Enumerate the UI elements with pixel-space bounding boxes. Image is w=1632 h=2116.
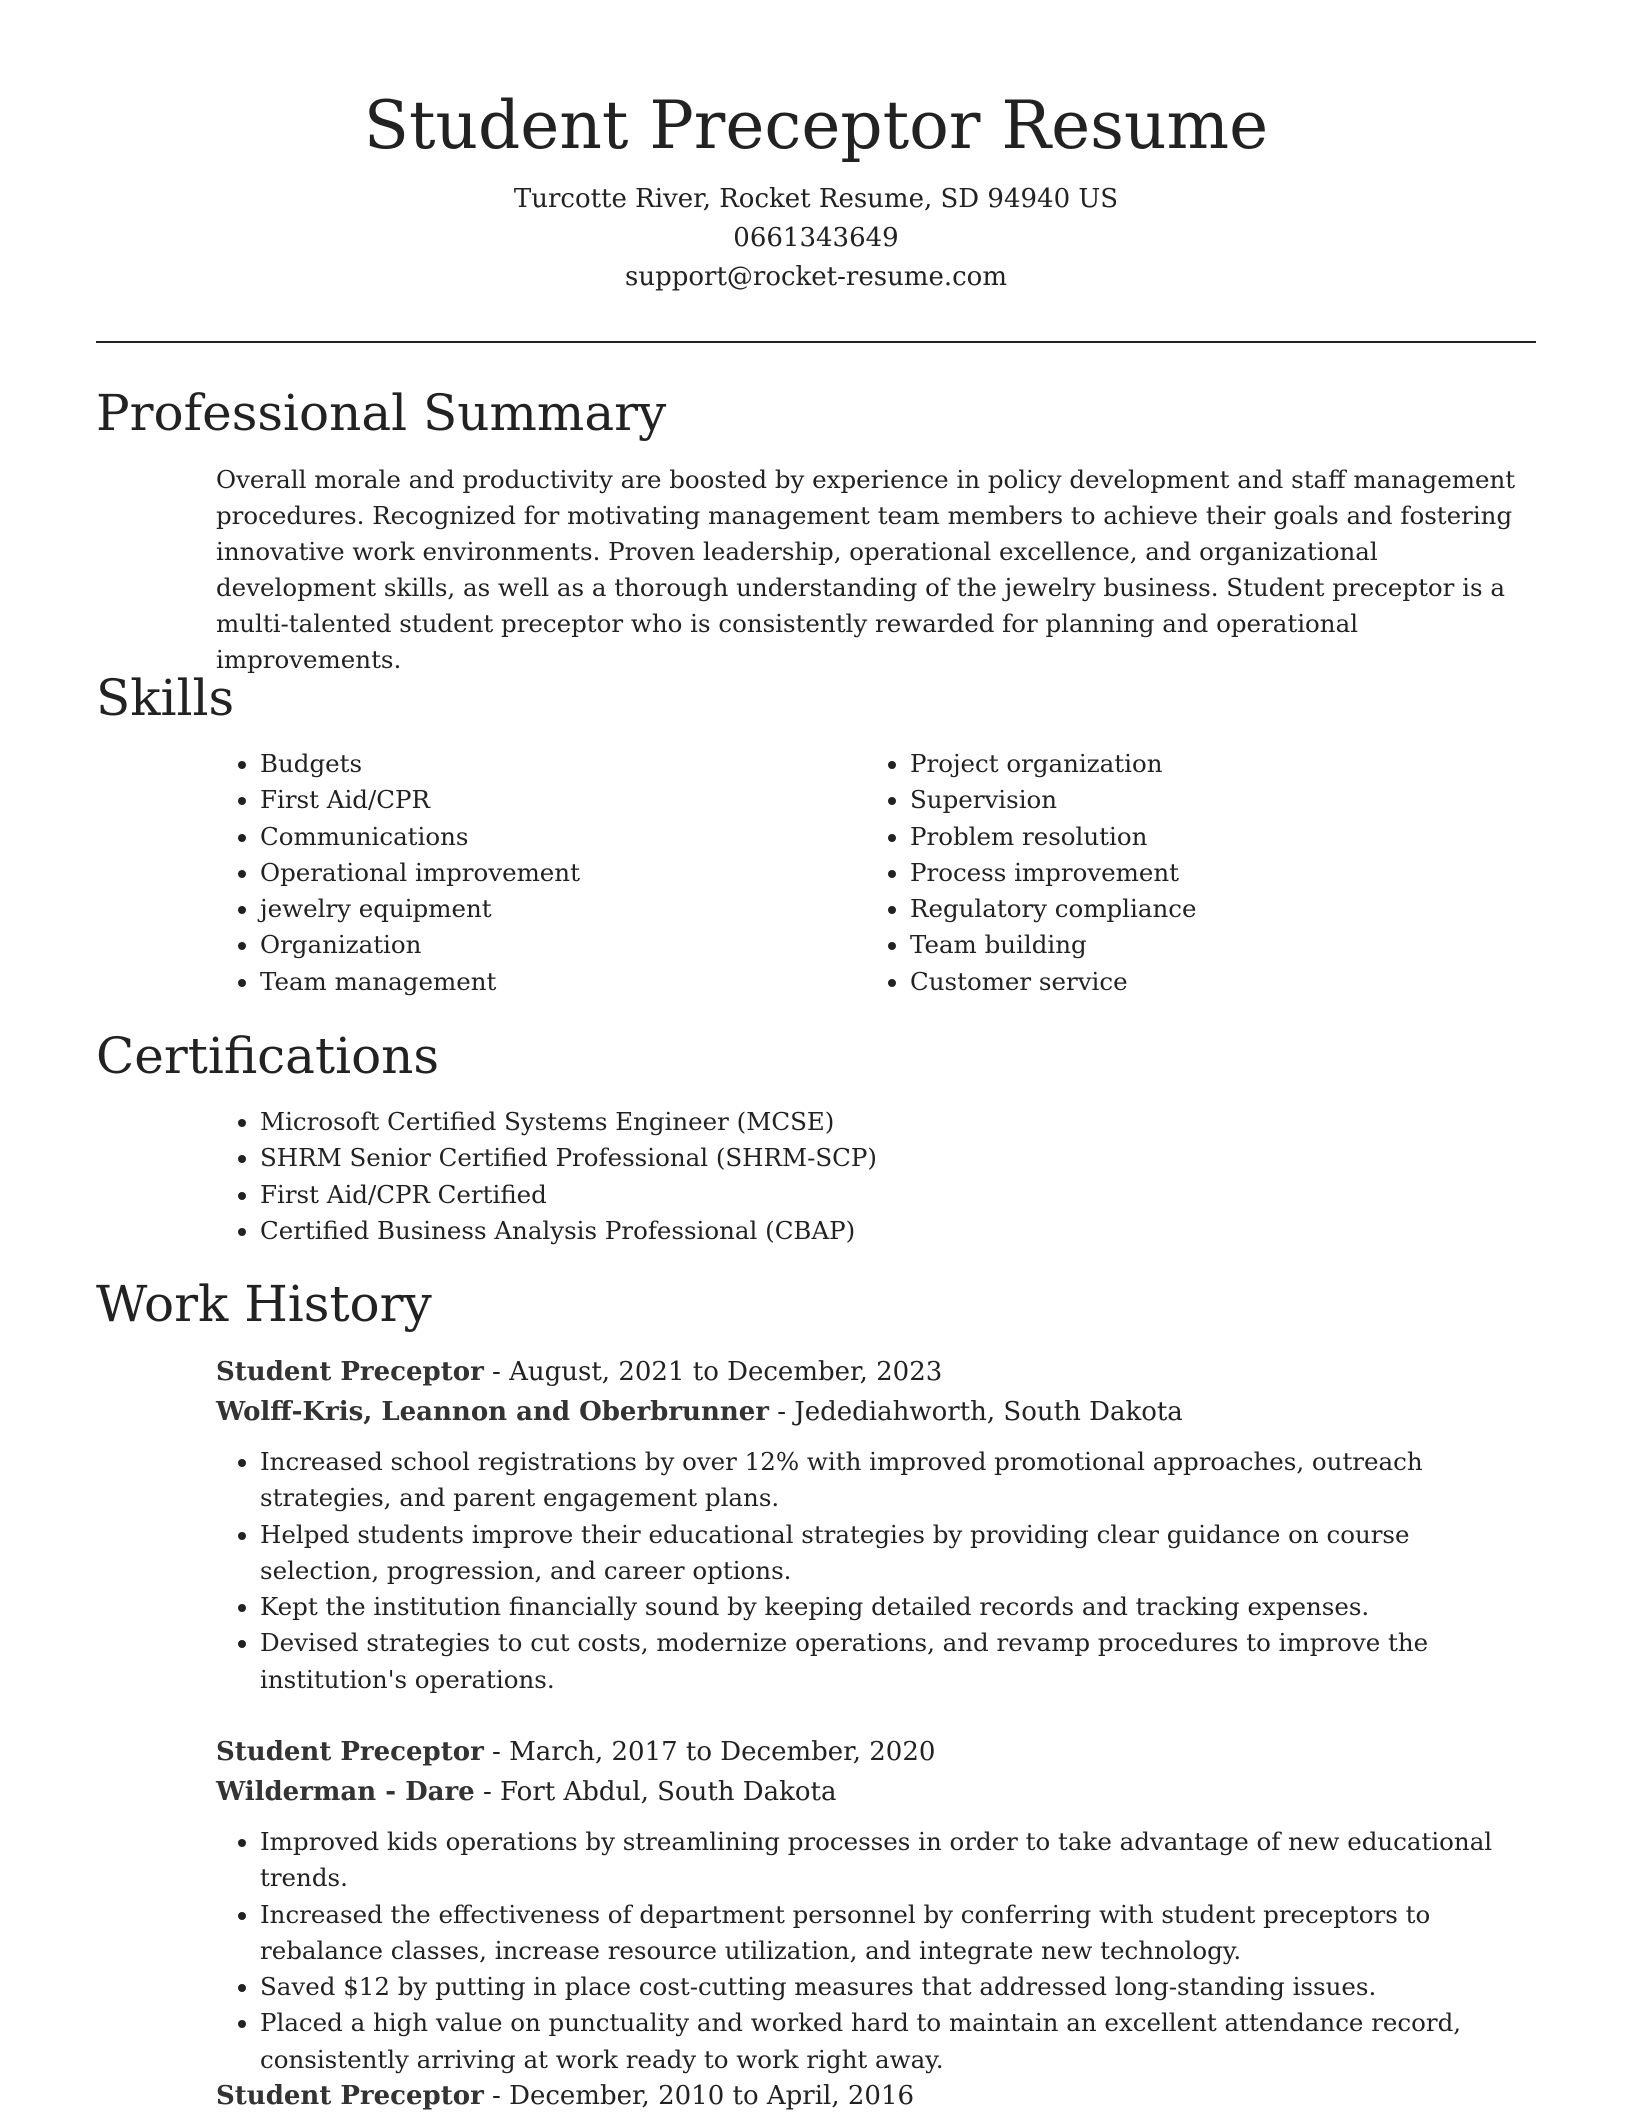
job-bullet: • Kept the institution financially sound by keeping detailed records and tracking expenses.: [260, 1589, 1536, 1625]
skill-item: • Organization: [260, 927, 866, 963]
certifications-list: [216, 1104, 1536, 1249]
job-dates: March, 2017 to December, 2020: [509, 1737, 936, 1767]
job-title: Student Preceptor: [216, 1357, 484, 1387]
job-bullet: • Increased the effectiveness of department personnel by conferring with student preceptors to rebalance classes, increase resource utilization, and integrate new technology.: [260, 1897, 1536, 1970]
skills-heading: Skills: [96, 669, 235, 727]
job-company: Wilderman - Dare: [216, 1777, 475, 1807]
contact-block: [0, 180, 1632, 297]
certifications-heading: Certifications: [96, 1027, 440, 1085]
certification-item: • Microsoft Certified Systems Engineer (MCSE): [260, 1104, 1536, 1140]
skill-item: • Project organization: [910, 746, 1516, 782]
certification-item: • First Aid/CPR Certified: [260, 1177, 1536, 1213]
job-bullets: [216, 1824, 1536, 2078]
job-location: Jedediahworth, South Dakota: [794, 1397, 1183, 1427]
skill-item: • Budgets: [260, 746, 866, 782]
contact-phone: 0661343649: [733, 223, 899, 253]
certification-item: • SHRM Senior Certified Professional (SHRM-SCP): [260, 1140, 1536, 1176]
skill-item: • Operational improvement: [260, 855, 866, 891]
skills-list: [216, 746, 1536, 1000]
skill-item: • Team building: [910, 927, 1516, 963]
job-location: Fort Abdul, South Dakota: [500, 1777, 837, 1807]
job-dates: December, 2010 to April, 2016: [509, 2081, 915, 2111]
skills-column-right: [866, 746, 1516, 1000]
resume-title: Student Preceptor Resume: [363, 87, 1269, 164]
resume-header: [0, 0, 1632, 297]
contact-email: support@rocket-resume.com: [624, 262, 1007, 292]
job-title-line: [216, 1352, 1536, 1392]
header-divider: [96, 341, 1536, 343]
summary-heading: Professional Summary: [96, 384, 667, 442]
job-entry: [216, 1732, 1536, 2078]
summary-text: Overall morale and productivity are boosted by experience in policy development and staff management procedures. Recognized for motivating management team members to achieve their goals and fostering innovative work environments. Proven leadership, operational excellence, and organizational development skills, as well as a thorough understanding of the jewelry business. Student preceptor is a multi-talented student preceptor who is consistently rewarded for planning and operational improvements.: [216, 465, 1516, 674]
job-entry: [216, 2076, 1536, 2116]
certification-item: • Certified Business Analysis Professional (CBAP): [260, 1213, 1536, 1249]
skill-item: • jewelry equipment: [260, 891, 866, 927]
job-title: Student Preceptor: [216, 2081, 484, 2111]
skill-item: • Team management: [260, 964, 866, 1000]
job-bullet: • Increased school registrations by over 12% with improved promotional approaches, outreach strategies, and parent engagement plans.: [260, 1444, 1536, 1517]
skill-item: • Supervision: [910, 782, 1516, 818]
contact-address: Turcotte River, Rocket Resume, SD 94940 US: [513, 184, 1119, 214]
job-title-line: [216, 1732, 1536, 1772]
skill-item: • First Aid/CPR: [260, 782, 866, 818]
skill-item: • Customer service: [910, 964, 1516, 1000]
job-separator: -: [777, 1397, 795, 1427]
job-bullets: [216, 1444, 1536, 1698]
job-separator: -: [492, 1357, 510, 1387]
work-history-heading: Work History: [96, 1275, 432, 1333]
job-bullet: • Helped students improve their educational strategies by providing clear guidance on course selection, progression, and career options.: [260, 1517, 1536, 1590]
job-bullet: • Devised strategies to cut costs, modernize operations, and revamp procedures to improve the institution's operations.: [260, 1625, 1536, 1698]
job-separator: -: [482, 1777, 501, 1807]
job-company-line: [216, 1772, 1536, 1812]
job-bullet: • Placed a high value on punctuality and worked hard to maintain an excellent attendance record, consistently arriving at work ready to work right away.: [260, 2005, 1536, 2078]
job-separator: -: [492, 2081, 510, 2111]
skill-item: • Regulatory compliance: [910, 891, 1516, 927]
job-company-line: [216, 1392, 1536, 1432]
skill-item: • Communications: [260, 819, 866, 855]
skills-column-left: [216, 746, 866, 1000]
job-dates: August, 2021 to December, 2023: [509, 1357, 943, 1387]
job-company: Wolff-Kris, Leannon and Oberbrunner: [216, 1397, 769, 1427]
job-title: Student Preceptor: [216, 1737, 484, 1767]
job-title-line: [216, 2076, 1536, 2116]
skill-item: • Problem resolution: [910, 819, 1516, 855]
skill-item: • Process improvement: [910, 855, 1516, 891]
job-entry: [216, 1352, 1536, 1698]
job-bullet: • Improved kids operations by streamlining processes in order to take advantage of new educational trends.: [260, 1824, 1536, 1897]
job-bullet: • Saved $12 by putting in place cost-cutting measures that addressed long-standing issues.: [260, 1969, 1536, 2005]
job-separator: -: [492, 1737, 510, 1767]
